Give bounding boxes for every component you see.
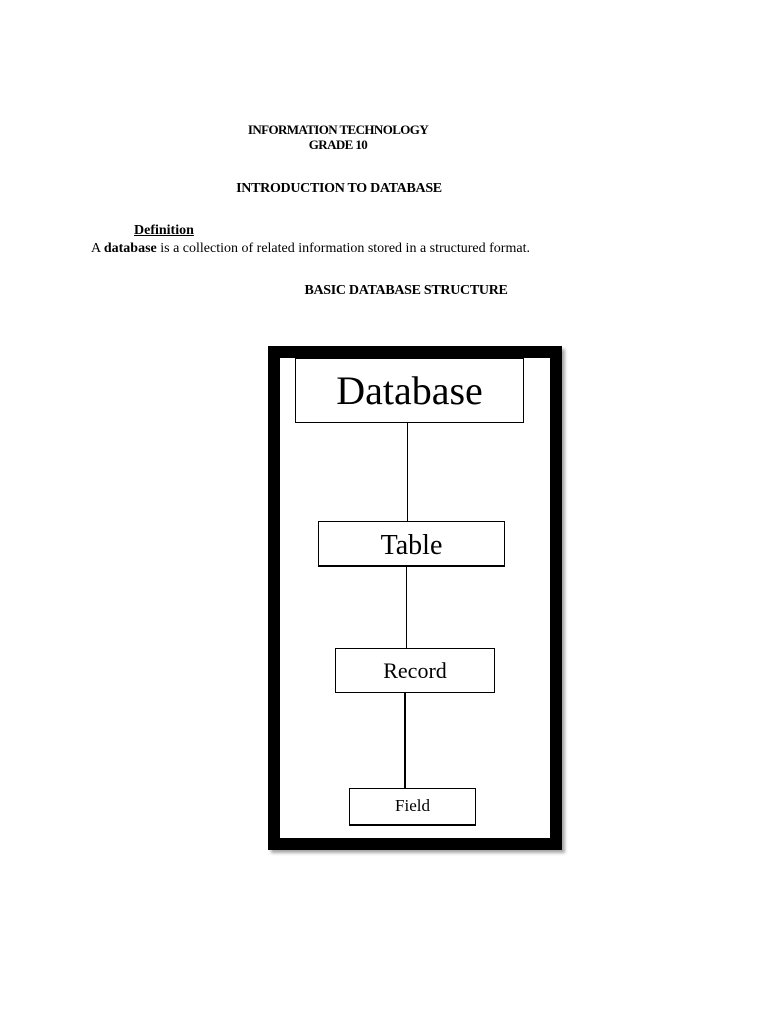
document-subject: INFORMATION TECHNOLOGY	[247, 122, 429, 137]
node-field: Field	[349, 788, 476, 826]
document-grade: GRADE 10	[308, 137, 368, 152]
node-table: Table	[318, 521, 505, 567]
definition-prefix: A	[91, 241, 104, 256]
definition-text	[91, 241, 530, 257]
definition-heading: Definition	[134, 223, 194, 238]
node-database: Database	[295, 358, 524, 423]
connector-record-field	[404, 693, 406, 788]
section-title: INTRODUCTION TO DATABASE	[236, 181, 442, 196]
node-record: Record	[335, 648, 495, 693]
definition-term: database	[103, 241, 157, 256]
definition-rest: is a collection of related information stored in a structured format.	[156, 241, 530, 256]
database-structure-diagram	[268, 346, 562, 850]
connector-table-record	[406, 567, 407, 648]
connector-database-table	[407, 423, 408, 521]
structure-title: BASIC DATABASE STRUCTURE	[304, 283, 508, 298]
